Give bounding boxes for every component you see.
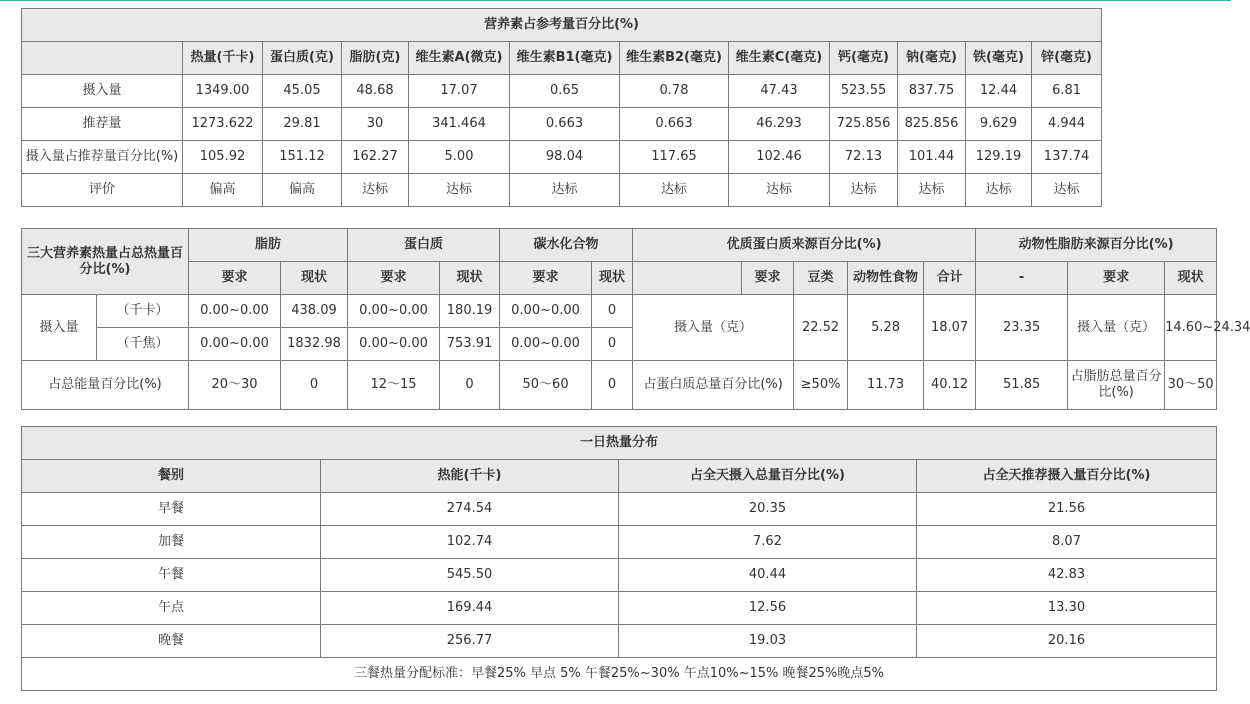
current-header: 现状 — [281, 262, 348, 295]
table-cell: 30 — [342, 108, 409, 141]
table-cell: 达标 — [830, 174, 898, 207]
top-accent-line — [0, 0, 1231, 1]
table-cell: 12.56 — [619, 592, 917, 625]
table-cell: 40.12 — [924, 361, 976, 410]
table-cell: 18.07 — [924, 295, 976, 361]
table-cell: 0.65 — [510, 75, 620, 108]
requirement-header: 要求 — [742, 262, 794, 295]
table-row — [22, 625, 1217, 658]
table-cell: 1273.622 — [183, 108, 263, 141]
nutrient-header-blank — [22, 42, 183, 75]
table-row — [22, 493, 1217, 526]
table-cell: 0 — [281, 361, 348, 410]
table-cell: 0.00~0.00 — [348, 328, 440, 361]
table-cell: 105.92 — [183, 141, 263, 174]
table-row — [22, 559, 1217, 592]
table-cell: 162.27 — [342, 141, 409, 174]
requirement-header: 要求 — [189, 262, 281, 295]
table-cell: 4.944 — [1032, 108, 1102, 141]
table-cell: 137.74 — [1032, 141, 1102, 174]
table-cell: 180.19 — [440, 295, 500, 328]
table-cell: 129.19 — [966, 141, 1032, 174]
macro-row-energy-percent — [22, 361, 1217, 410]
table-cell: 23.35 — [976, 295, 1068, 361]
nutrient-reference-table — [21, 8, 1102, 207]
table-cell: 98.04 — [510, 141, 620, 174]
table-cell: 725.856 — [830, 108, 898, 141]
macro-corner-header: 三大营养素热量占总热量百分比(%) — [22, 229, 189, 295]
table-cell: 0.663 — [510, 108, 620, 141]
table-cell: 达标 — [729, 174, 830, 207]
table-cell: 101.44 — [898, 141, 966, 174]
nutrient-header: 维生素B2(毫克) — [620, 42, 729, 75]
table-cell: 偏高 — [183, 174, 263, 207]
table-cell: 达标 — [620, 174, 729, 207]
table-cell: 达标 — [510, 174, 620, 207]
requirement-header: 要求 — [1068, 262, 1165, 295]
nutrient-row-evaluation — [22, 174, 1102, 207]
table-cell: 12～15 — [348, 361, 440, 410]
table-cell: 42.83 — [917, 559, 1217, 592]
row-label: 推荐量 — [22, 108, 183, 141]
current-header: 现状 — [592, 262, 633, 295]
table-cell: 20.35 — [619, 493, 917, 526]
daily-calorie-distribution-table — [21, 426, 1217, 691]
meal-distribution-standard: 三餐热量分配标准：早餐25% 早点 5% 午餐25%~30% 午点10%~15% 晚餐25%晚点5% — [22, 658, 1217, 691]
table-cell: 0 — [592, 361, 633, 410]
animal-fat-header: 动物性脂肪来源百分比(%) — [976, 229, 1217, 262]
table-cell: 0.00~0.00 — [500, 295, 592, 328]
table-cell: 825.856 — [898, 108, 966, 141]
protein-header: 蛋白质 — [348, 229, 500, 262]
table-cell: 50～60 — [500, 361, 592, 410]
nutrient-header: 维生素B1(毫克) — [510, 42, 620, 75]
nutrient-header: 钠(毫克) — [898, 42, 966, 75]
dash-header: - — [976, 262, 1068, 295]
requirement-header: 要求 — [500, 262, 592, 295]
table-cell: 48.68 — [342, 75, 409, 108]
table-cell: 11.73 — [848, 361, 924, 410]
nutrient-row-recommended — [22, 108, 1102, 141]
table-cell: 47.43 — [729, 75, 830, 108]
animal-fat-intake-label: 摄入量（克） — [1068, 295, 1165, 361]
table-cell: 1832.98 — [281, 328, 348, 361]
table-cell: 8.07 — [917, 526, 1217, 559]
meal-header: 餐别 — [22, 460, 321, 493]
nutrient-row-intake — [22, 75, 1102, 108]
intake-percent-header: 占全天摄入总量百分比(%) — [619, 460, 917, 493]
table-cell: 17.07 — [409, 75, 510, 108]
meal-name: 午点 — [22, 592, 321, 625]
table-cell: 29.81 — [263, 108, 342, 141]
nutrient-header: 脂肪(克) — [342, 42, 409, 75]
carb-header: 碳水化合物 — [500, 229, 633, 262]
nutrient-header: 热量(千卡) — [183, 42, 263, 75]
table-cell: 1349.00 — [183, 75, 263, 108]
table-cell: 0.78 — [620, 75, 729, 108]
table-cell: 102.74 — [321, 526, 619, 559]
meal-name: 午餐 — [22, 559, 321, 592]
quality-protein-intake-label: 摄入量（克） — [633, 295, 794, 361]
meal-name: 早餐 — [22, 493, 321, 526]
table-cell: 837.75 — [898, 75, 966, 108]
table-cell: 达标 — [342, 174, 409, 207]
table-cell: 19.03 — [619, 625, 917, 658]
animal-fat-percent-label: 占脂肪总量百分比(%) — [1068, 361, 1165, 410]
fat-header: 脂肪 — [189, 229, 348, 262]
table-cell: 256.77 — [321, 625, 619, 658]
table-cell: 7.62 — [619, 526, 917, 559]
table-cell: 20～30 — [189, 361, 281, 410]
table-cell: 20.16 — [917, 625, 1217, 658]
energy-percent-label: 占总能量百分比(%) — [22, 361, 189, 410]
nutrient-row-percent — [22, 141, 1102, 174]
nutrient-header: 蛋白质(克) — [263, 42, 342, 75]
table-cell: 102.46 — [729, 141, 830, 174]
table-cell: 21.56 — [917, 493, 1217, 526]
table-cell: 169.44 — [321, 592, 619, 625]
table-cell: 0.00~0.00 — [348, 295, 440, 328]
table-cell: 12.44 — [966, 75, 1032, 108]
table-row — [22, 526, 1217, 559]
table-cell: ≥50% — [794, 361, 848, 410]
table-cell: 30～50 — [1165, 361, 1217, 410]
table-cell: 51.85 — [976, 361, 1068, 410]
blank-header — [633, 262, 742, 295]
meal-name: 晚餐 — [22, 625, 321, 658]
row-label: 摄入量占推荐量百分比(%) — [22, 141, 183, 174]
nutrient-header: 锌(毫克) — [1032, 42, 1102, 75]
table-cell: 753.91 — [440, 328, 500, 361]
animal-food-header: 动物性食物 — [848, 262, 924, 295]
macronutrient-table — [21, 228, 1250, 410]
meal-name: 加餐 — [22, 526, 321, 559]
table-cell: 偏高 — [263, 174, 342, 207]
table-cell: 523.55 — [830, 75, 898, 108]
table-cell: 151.12 — [263, 141, 342, 174]
table-cell: 46.293 — [729, 108, 830, 141]
current-header: 现状 — [1165, 262, 1217, 295]
table-cell: 达标 — [966, 174, 1032, 207]
table-cell: 0.00~0.00 — [189, 328, 281, 361]
nutrient-header: 维生素C(毫克) — [729, 42, 830, 75]
table-cell: 341.464 — [409, 108, 510, 141]
nutrient-header: 维生素A(微克) — [409, 42, 510, 75]
row-label: 摄入量 — [22, 75, 183, 108]
table-cell: 达标 — [409, 174, 510, 207]
meal-table-title: 一日热量分布 — [22, 427, 1217, 460]
table-row — [22, 592, 1217, 625]
quality-protein-percent-label: 占蛋白质总量百分比(%) — [633, 361, 794, 410]
macro-row-kcal — [22, 295, 1217, 328]
table-cell: 0.00~0.00 — [189, 295, 281, 328]
table-cell: 0.663 — [620, 108, 729, 141]
table-cell: 72.13 — [830, 141, 898, 174]
table-cell: 14.60~24.34 — [1165, 295, 1217, 361]
current-header: 现状 — [440, 262, 500, 295]
table-cell: 0 — [592, 328, 633, 361]
intake-label: 摄入量 — [22, 295, 97, 361]
table-cell: 5.00 — [409, 141, 510, 174]
nutrient-header: 铁(毫克) — [966, 42, 1032, 75]
unit-label: （千焦） — [97, 328, 189, 361]
energy-header: 热能(千卡) — [321, 460, 619, 493]
table-cell: 438.09 — [281, 295, 348, 328]
table-cell: 9.629 — [966, 108, 1032, 141]
table-cell: 13.30 — [917, 592, 1217, 625]
table-cell: 达标 — [898, 174, 966, 207]
table-cell: 117.65 — [620, 141, 729, 174]
table-cell: 6.81 — [1032, 75, 1102, 108]
table-cell: 22.52 — [794, 295, 848, 361]
table-cell: 5.28 — [848, 295, 924, 361]
recommended-percent-header: 占全天推荐摄入量百分比(%) — [917, 460, 1217, 493]
nutrient-header: 钙(毫克) — [830, 42, 898, 75]
bean-header: 豆类 — [794, 262, 848, 295]
table-cell: 达标 — [1032, 174, 1102, 207]
table-cell: 0 — [440, 361, 500, 410]
nutrient-table-title: 营养素占参考量百分比(%) — [22, 9, 1102, 42]
table-cell: 0 — [592, 295, 633, 328]
unit-label: （千卡） — [97, 295, 189, 328]
total-header: 合计 — [924, 262, 976, 295]
requirement-header: 要求 — [348, 262, 440, 295]
quality-protein-header: 优质蛋白质来源百分比(%) — [633, 229, 976, 262]
table-cell: 45.05 — [263, 75, 342, 108]
table-cell: 40.44 — [619, 559, 917, 592]
row-label: 评价 — [22, 174, 183, 207]
table-cell: 545.50 — [321, 559, 619, 592]
table-cell: 274.54 — [321, 493, 619, 526]
table-cell: 0.00~0.00 — [500, 328, 592, 361]
